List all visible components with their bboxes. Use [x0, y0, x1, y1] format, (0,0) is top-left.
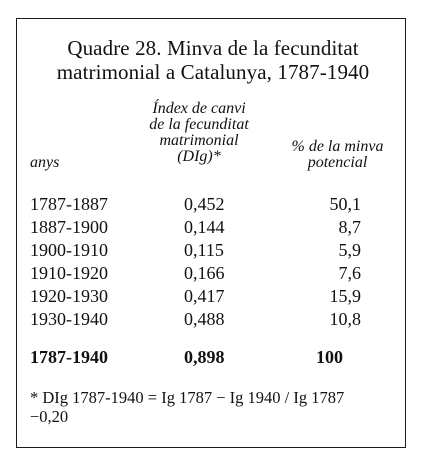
row-years: 1910-1920	[30, 263, 108, 283]
row-index: 0,488	[184, 309, 225, 329]
total-index: 0,898	[184, 347, 225, 367]
row-years: 1930-1940	[30, 309, 108, 329]
index-column-header	[134, 101, 264, 165]
total-percent: 100	[316, 347, 343, 367]
table-title-line-1: Quadre 28. Minva de la fecunditat	[67, 36, 359, 60]
row-percent: 7,6	[338, 263, 361, 283]
table-row	[0, 262, 426, 285]
row-years: 1787-1887	[30, 194, 108, 214]
row-index: 0,144	[184, 217, 225, 237]
total-row	[0, 346, 426, 369]
row-index: 0,452	[184, 194, 225, 214]
table-row	[0, 308, 426, 331]
percent-column-header	[275, 139, 400, 171]
index-header-line-1: Índex de canvi	[152, 100, 246, 117]
row-percent: 15,9	[329, 286, 361, 306]
row-index: 0,166	[184, 263, 225, 283]
index-header-line-2: de la fecunditat	[149, 116, 249, 133]
percent-header-line-2: potencial	[307, 154, 368, 171]
row-percent: 50,1	[329, 194, 361, 214]
table-row	[0, 193, 426, 216]
footnote-line-2: −0,20	[30, 407, 69, 426]
total-years: 1787-1940	[30, 347, 108, 367]
row-percent: 5,9	[338, 240, 361, 260]
row-index: 0,417	[184, 286, 225, 306]
index-header-line-4: (DIg)*	[177, 148, 221, 165]
row-percent: 10,8	[329, 309, 361, 329]
percent-header-line-1: % de la minva	[291, 138, 384, 155]
table-row	[0, 285, 426, 308]
row-years: 1920-1930	[30, 286, 108, 306]
footnote	[30, 388, 400, 426]
row-years: 1900-1910	[30, 240, 108, 260]
footnote-line-1: * DIg 1787-1940 = Ig 1787 − Ig 1940 / Ig 1787	[30, 388, 345, 407]
row-percent: 8,7	[338, 217, 361, 237]
table-row	[0, 216, 426, 239]
index-header-line-3: matrimonial	[159, 132, 239, 149]
table-row	[0, 239, 426, 262]
row-years: 1887-1900	[30, 217, 108, 237]
table-title-line-2: matrimonial a Catalunya, 1787-1940	[56, 60, 370, 84]
row-index: 0,115	[184, 240, 224, 260]
years-column-header: anys	[30, 154, 60, 171]
